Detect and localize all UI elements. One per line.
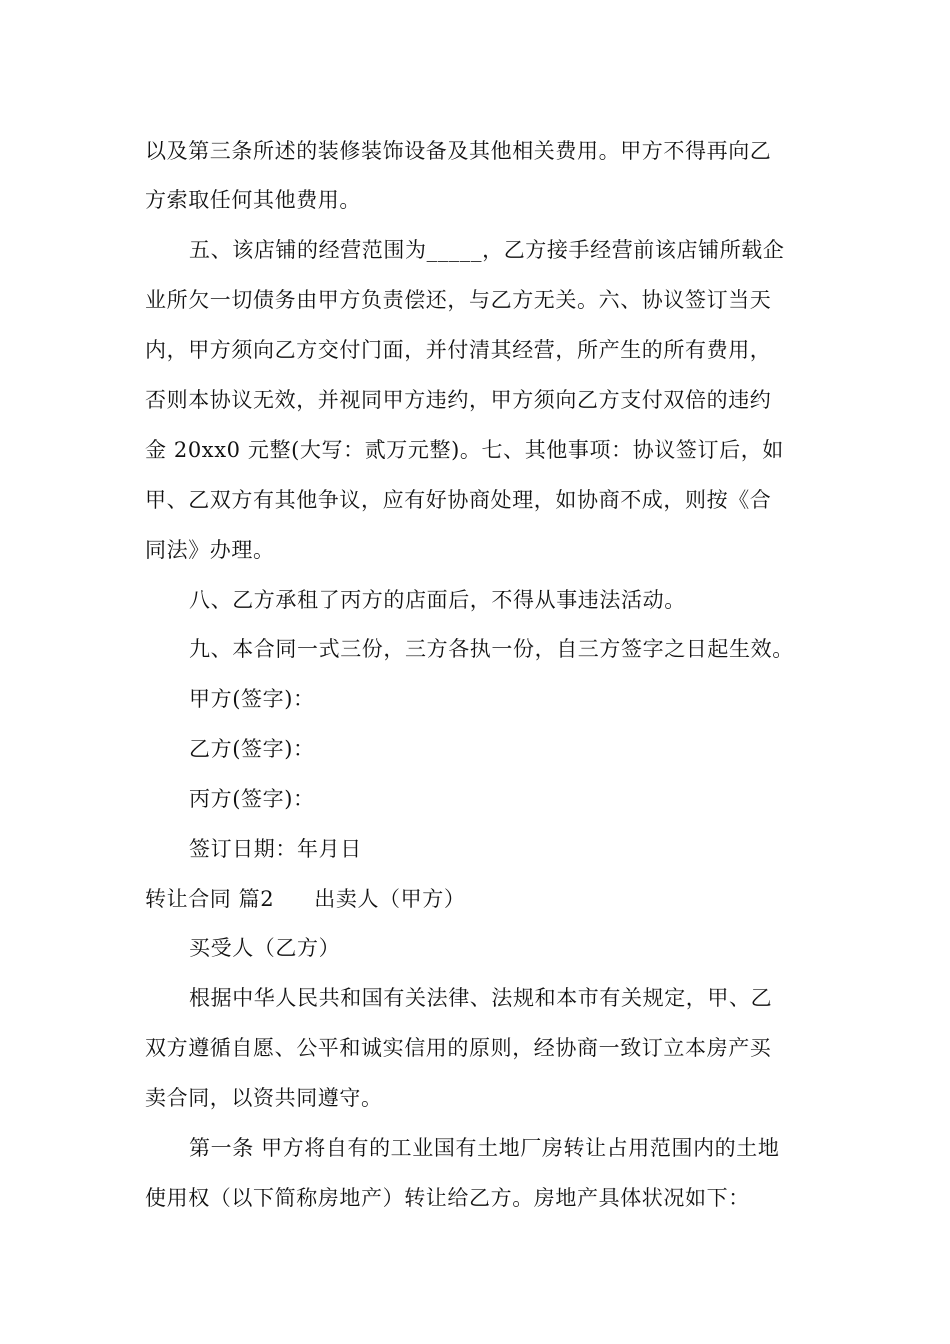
- paragraph-line: 根据中华人民共和国有关法律、法规和本市有关规定，甲、乙: [189, 986, 773, 1010]
- paragraph-line: 内，甲方须向乙方交付门面，并付清其经营，所产生的所有费用，: [145, 338, 772, 362]
- paragraph-line: 卖合同，以资共同遵守。: [145, 1086, 383, 1110]
- paragraph-line: 使用权（以下简称房地产）转让给乙方。房地产具体状况如下：: [145, 1186, 750, 1210]
- paragraph-line: 甲、乙双方有其他争议，应有好协商处理，如协商不成，则按《合: [145, 488, 772, 512]
- paragraph-line: 业所欠一切债务由甲方负责偿还，与乙方无关。六、协议签订当天: [145, 288, 772, 312]
- section-heading: 转让合同 篇2: [145, 887, 275, 911]
- paragraph-line: 八、乙方承租了丙方的店面后，不得从事违法活动。: [189, 588, 686, 612]
- paragraph-line: 九、本合同一式三份，三方各执一份，自三方签字之日起生效。: [189, 637, 794, 661]
- paragraph-line: 以及第三条所述的装修装饰设备及其他相关费用。甲方不得再向乙: [145, 139, 772, 163]
- paragraph-line: 双方遵循自愿、公平和诚实信用的原则，经协商一致订立本房产买: [145, 1036, 772, 1060]
- paragraph-line: 否则本协议无效，并视同甲方违约，甲方须向乙方支付双倍的违约: [145, 388, 772, 412]
- signing-date-line: 签订日期：年月日: [189, 837, 362, 861]
- paragraph-line: 方索取任何其他费用。: [145, 188, 361, 212]
- section-heading-row: [145, 884, 465, 914]
- paragraph-line: 同法》办理。: [145, 538, 275, 562]
- signature-line-party-c: 丙方(签字)：: [189, 787, 315, 811]
- paragraph-line: 第一条 甲方将自有的工业国有土地厂房转让占用范围内的土地: [189, 1136, 780, 1160]
- signature-line-party-a: 甲方(签字)：: [189, 687, 315, 711]
- paragraph-line: 五、该店铺的经营范围为_____，乙方接手经营前该店铺所载企: [189, 238, 785, 262]
- buyer-label: 买受人（乙方）: [189, 936, 341, 960]
- seller-label: 出卖人（甲方）: [314, 887, 466, 911]
- signature-line-party-b: 乙方(签字)：: [189, 737, 315, 761]
- paragraph-line: 金 20xx0 元整(大写：贰万元整)。七、其他事项：协议签订后，如: [145, 438, 784, 462]
